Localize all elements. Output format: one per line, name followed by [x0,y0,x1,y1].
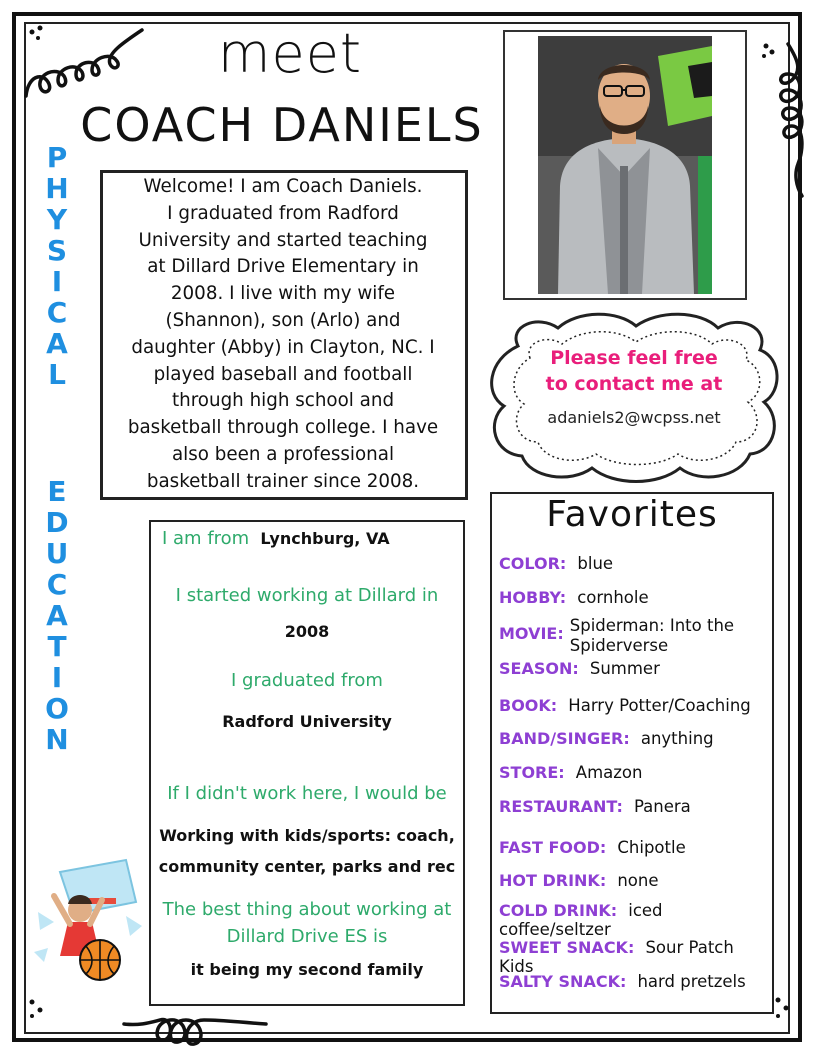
top-left-swirl-decoration [18,16,148,106]
about-alt-job-line2: community center, parks and rec [158,857,456,876]
favorite-value: blue [577,554,614,573]
favorite-label: HOT DRINK: [499,871,607,890]
favorite-row-book [499,696,771,715]
about-best-value: it being my second family [190,960,424,979]
favorite-label: MOVIE: [499,624,564,643]
contact-invite-line2: to contact me at [545,373,723,395]
favorite-row-store [499,763,771,782]
favorite-value: none [617,871,659,890]
favorite-label: STORE: [499,763,565,782]
side-title-letter: E [47,475,67,508]
about-best-label-line2: Dillard Drive ES is [226,926,388,947]
about-from-row [152,528,462,549]
welcome-line: also been a professional [171,443,395,465]
welcome-line: daughter (Abby) in Clayton, NC. I [131,336,435,358]
about-from-label: I am from [162,528,250,549]
side-title-letter: I [51,265,63,298]
favorite-value: Summer [589,659,660,678]
favorite-value: Spiderman: Into the Spiderverse [569,616,735,655]
favorite-value: Harry Potter/Coaching [568,696,751,715]
welcome-line: Welcome! I am Coach Daniels. [143,176,423,197]
about-graduated-label: I graduated from [231,670,383,691]
favorite-value: cornhole [577,588,649,607]
favorite-label: SEASON: [499,659,579,678]
favorite-value: hard pretzels [637,972,746,991]
side-title-letter: Y [46,203,68,236]
about-graduated-value: Radford University [222,712,392,731]
favorite-value: Panera [633,797,691,816]
about-alt-job-label: If I didn't work here, I would be [167,783,447,804]
favorite-row-band-singer [499,729,771,748]
favorite-label: COLD DRINK: [499,901,618,920]
welcome-line: basketball trainer since 2008. [146,470,420,492]
welcome-line: I graduated from Radford [167,202,399,224]
favorite-row-color [499,554,771,573]
side-title-letter: A [46,599,68,632]
favorite-label: FAST FOOD: [499,838,607,857]
top-right-swirl-decoration [758,40,810,200]
favorite-row-fast-food [499,838,771,857]
favorite-label: BAND/SINGER: [499,729,630,748]
welcome-text [108,174,458,496]
side-title-letter: S [46,234,68,267]
about-started-value: 2008 [284,622,330,641]
favorite-value: Chipotle [617,838,686,857]
contact-cloud-frame [478,306,794,488]
favorites-title: Favorites [546,494,718,535]
favorite-label: RESTAURANT: [499,797,623,816]
contact-invite-line1: Please feel free [550,347,718,369]
favorite-label: BOOK: [499,696,558,715]
favorite-row-hobby [499,588,771,607]
coach-photo [538,36,712,294]
side-title-letter: N [45,723,69,756]
side-title-letter: U [45,537,69,570]
coach-photo-illustration [538,36,712,294]
coach-name-heading: COACH DANIELS [80,98,484,152]
favorite-label: SWEET SNACK: [499,938,635,957]
meet-heading: meet [217,22,363,85]
favorite-row-salty-snack [499,972,771,991]
welcome-line: 2008. I live with my wife [170,283,396,305]
bottom-swirl-decoration [120,1004,270,1050]
side-title-letter: P [46,141,68,174]
about-best-label-line1: The best thing about working at [162,899,452,920]
about-started-label: I started working at Dillard in [175,585,439,606]
favorite-value: Amazon [575,763,643,782]
favorite-value: iced coffee/seltzer [499,901,663,939]
favorite-label: HOBBY: [499,588,567,607]
favorite-row-sweet-snack [499,938,771,976]
about-from-value: Lynchburg, VA [260,529,390,548]
welcome-line: (Shannon), son (Arlo) and [165,309,401,331]
favorite-label: COLOR: [499,554,567,573]
side-title-letter: T [47,630,67,663]
contact-email-link[interactable]: adaniels2@wcpss.net [547,408,721,427]
side-title-letter: C [46,296,68,329]
favorite-row-hot-drink [499,871,771,890]
welcome-line: played baseball and football [153,363,413,385]
side-title-letter: C [46,568,68,601]
side-title-letter: L [48,358,66,391]
side-title-letter: O [45,692,69,725]
side-title-letter: D [45,506,69,539]
favorite-row-restaurant [499,797,771,816]
side-title-physical [40,142,74,390]
welcome-line: through high school and [171,390,395,412]
favorite-row-cold-drink [499,901,771,939]
welcome-line: University and started teaching [138,229,428,251]
bottom-left-dots-decoration [24,992,60,1028]
side-title-letter: I [51,661,63,694]
favorite-label: SALTY SNACK: [499,972,627,991]
favorite-row-movie [499,616,771,656]
about-alt-job-line1: Working with kids/sports: coach, [159,826,455,845]
basketball-dunk-clipart [30,852,146,982]
side-title-letter: A [46,327,68,360]
welcome-line: basketball through college. I have [127,417,439,439]
favorite-value: Sour Patch Kids [499,938,734,976]
favorite-row-season [499,659,771,678]
contact-invite [520,345,748,397]
favorite-value: anything [640,729,714,748]
welcome-line: at Dillard Drive Elementary in [147,256,419,278]
side-title-education [40,476,74,755]
side-title-letter: H [45,172,69,205]
